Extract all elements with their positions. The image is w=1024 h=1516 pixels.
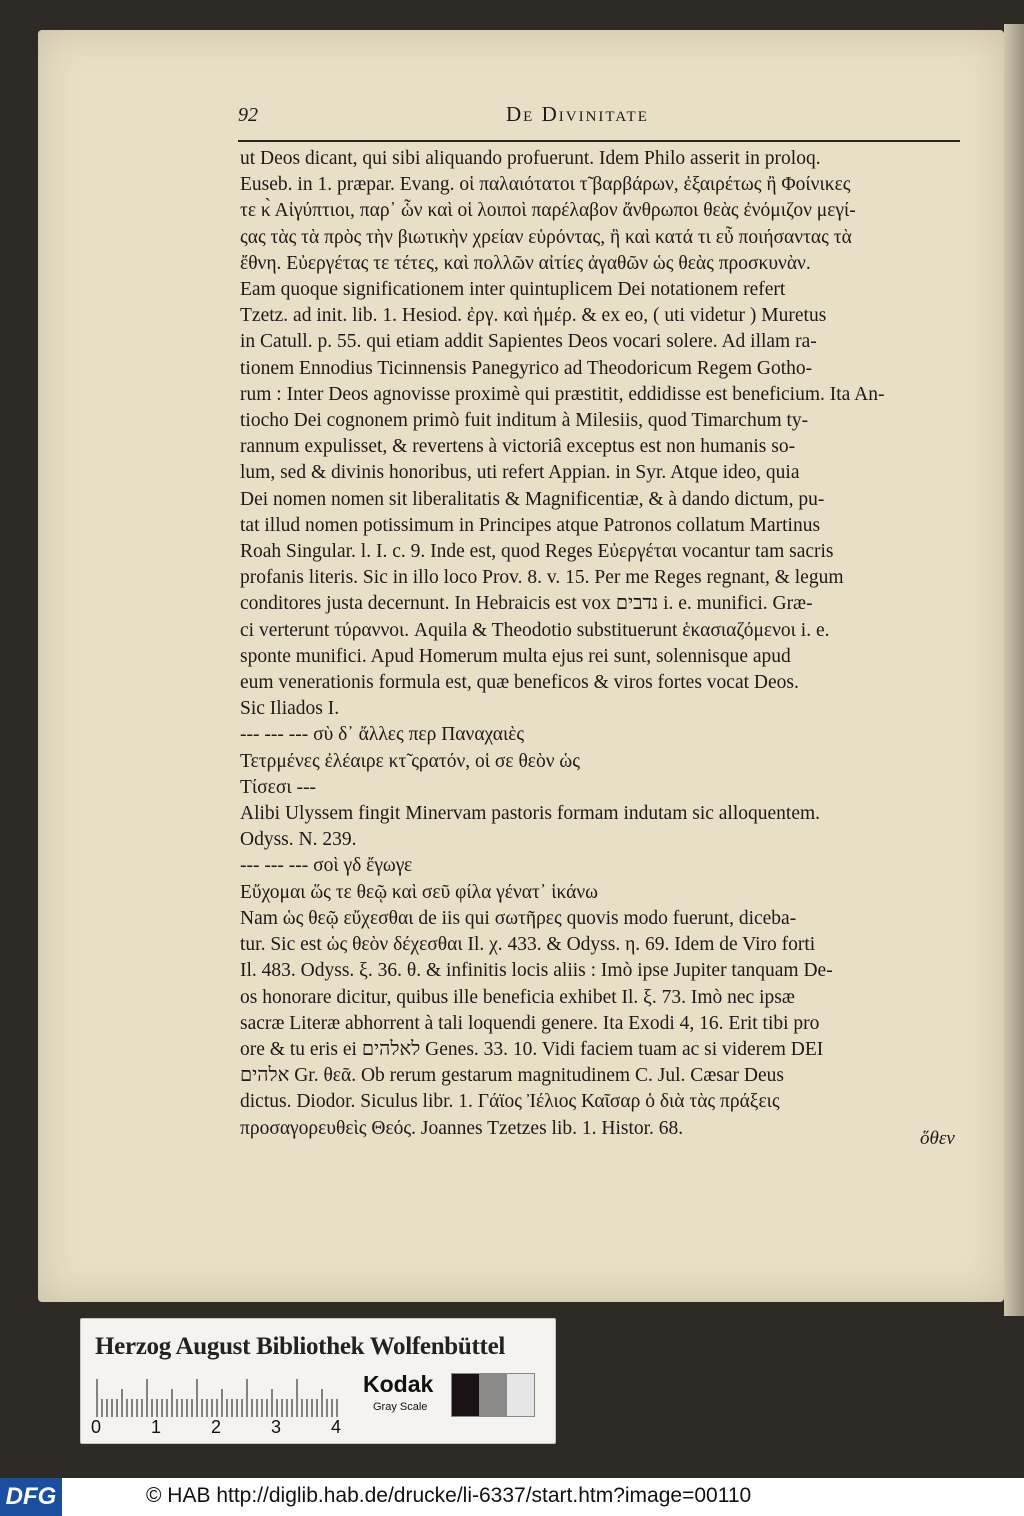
text-line: Dei nomen nomen sit liberalitatis & Magnificentiæ, & à dando dictum, pu- [240, 488, 825, 510]
page-number: 92 [238, 104, 258, 126]
text-line: ἔθνη. Εὐεργέτας τε τέτες, καὶ πολλῶν αἰτίες ἀγαθῶν ὡς θεὰς προσκυνὰν. [240, 252, 811, 274]
text-line: sponte munifici. Apud Homerum multa ejus rei sunt, solennisque apud [240, 645, 791, 667]
ruler-number: 0 [91, 1417, 102, 1437]
text-line: dictus. Diodor. Siculus libr. 1. Γάϊος Ἰέλιος Καῖσαρ ὁ διὰ τὰς πράξεις [240, 1091, 780, 1113]
text-line: os honorare dicitur, quibus ille beneficia exhibet Il. ξ. 73. Imò nec ipsæ [240, 986, 795, 1008]
text-line: conditores justa decernunt. In Hebraicis est vox נדבים i. e. munifici. Græ- [240, 593, 813, 615]
text-line: --- --- --- σοὶ γδ ἔγωγε [240, 855, 413, 877]
swatch-black [452, 1374, 479, 1416]
grayscale-swatches [451, 1373, 535, 1417]
text-line: Roah Singular. l. I. c. 9. Inde est, quod Reges Εὐεργέται vocantur tam sacris [240, 541, 834, 563]
page-edge [1004, 24, 1024, 1316]
text-line: τε κ̀ Αἰγύπτιοι, παρ᾽ ὧν καὶ οἱ λοιποὶ παρέλαβον ἄνθρωποι θεὰς ἐνόμιζον μεγί- [240, 200, 856, 222]
verse-quote-odyssey [240, 853, 962, 905]
text-line: profanis literis. Sic in illo loco Prov. 8. v. 15. Per me Reges regnant, & legum [240, 567, 844, 589]
grayscale-label: Gray Scale [373, 1401, 428, 1413]
footer-bar [0, 1478, 1024, 1516]
verse-quote-iliad [240, 722, 962, 801]
text-line: ςας τὰς τὰ πρὸς τὴν βιωτικὴν χρείαν εὑρόντας, ἢ καὶ κατά τι εὖ ποιήσαντας τὰ [240, 226, 852, 248]
ruler-number: 4 [331, 1417, 342, 1437]
text-line: rum : Inter Deos agnovisse proximè qui præstitit, eddidisse est beneficium. Ita An- [240, 383, 885, 405]
text-line: tionem Ennodius Ticinnensis Panegyrico ad Theodoricum Regem Gotho- [240, 357, 813, 379]
swatch-white [507, 1374, 534, 1416]
text-line: ut Deos dicant, qui sibi aliquando profuerunt. Idem Philo asserit in proloq. [240, 148, 821, 169]
text-line: Il. 483. Odyss. ξ. 36. θ. & infinitis locis aliis : Imò ipse Jupiter tanquam De- [240, 960, 833, 982]
body-text [240, 146, 962, 1142]
ruler-number: 1 [151, 1417, 162, 1437]
text-line: tat illud nomen potissimum in Principes atque Patronos collatum Martinus [240, 514, 821, 536]
text-line: אלהים Gr. θεᾶ. Ob rerum gestarum magnitudinem C. Jul. Cæsar Deus [240, 1065, 784, 1087]
catchword: ὅθεν [920, 1128, 955, 1149]
ruler-number: 3 [271, 1417, 282, 1437]
paragraph-odyssey-intro [240, 801, 962, 853]
text-line: Euseb. in 1. præpar. Evang. οἱ παλαιότατοι τ̃ βαρβάρων, ἐξαιρέτως ἢ Φοίνικες [240, 174, 851, 196]
text-line: Odyss. N. 239. [240, 829, 357, 851]
text-line: tiocho Dei cognonem primò fuit inditum à Milesiis, quod Timarchum ty- [240, 410, 809, 432]
library-label-card [80, 1318, 556, 1444]
text-line: sacræ Literæ abhorrent à tali loquendi genere. Ita Exodi 4, 16. Erit tibi pro [240, 1012, 820, 1034]
text-line: Εὔχομαι ὥς τε θεῷ καὶ σεῦ φίλα γένατ᾽ ἱκάνω [240, 881, 598, 903]
dfg-logo: DFG [0, 1478, 62, 1516]
text-line: in Catull. p. 55. qui etiam addit Sapientes Deos vocari solere. Ad illam ra- [240, 331, 817, 353]
text-line: Τετρμένες ἐλέαιρε κτ̃ ςρατόν, οἱ σε θεὸν ὡς [240, 750, 580, 772]
paragraph-continuation [240, 906, 962, 1142]
text-line: προσαγορευθεὶς Θεός. Joannes Tzetzes lib. 1. Histor. 68. [240, 1117, 684, 1139]
text-line: Nam ὡς θεῷ εὔχεσθαι de iis qui σωτῆρες quovis modo fuerunt, diceba- [240, 907, 797, 929]
text-line: Eam quoque significationem inter quintuplicem Dei notationem refert [240, 279, 786, 301]
text-line: Τίσεσι --- [240, 776, 316, 798]
library-label-title: Herzog August Bibliothek Wolfenbüttel [95, 1333, 506, 1360]
text-line: ore & tu eris ei לאלהים Genes. 33. 10. Vidi faciem tuam ac si viderem DEI [240, 1038, 824, 1060]
text-line: Tzetz. ad init. lib. 1. Hesiod. ἐργ. καὶ ἡμέρ. & ex eo, ( uti videtur ) Muretus [240, 305, 827, 327]
paragraph-main [240, 146, 962, 722]
text-line: lum, sed & divinis honoribus, uti refert Appian. in Syr. Atque ideo, quia [240, 462, 800, 484]
text-line: Alibi Ulyssem fingit Minervam pastoris formam indutam sic alloquentem. [240, 803, 821, 825]
text-line: Sic Iliados I. [240, 698, 340, 720]
text-line: eum venerationis formula est, quæ beneficos & viros fortes vocat Deos. [240, 672, 799, 694]
text-line: tur. Sic est ὡς θεὸν δέχεσθαι Il. χ. 433. & Odyss. η. 69. Idem de Viro forti [240, 934, 816, 956]
ruler-number: 2 [211, 1417, 222, 1437]
swatch-gray [479, 1374, 506, 1416]
text-line: ci verterunt τύραννοι. Aquila & Theodotio substituerunt ἑκασιαζόμενοι i. e. [240, 619, 830, 641]
page-header [238, 100, 960, 142]
kodak-logo: Kodak [363, 1371, 434, 1397]
running-head: De Divinitate [506, 102, 649, 126]
footer-copyright: © HAB http://diglib.hab.de/drucke/li-6337/start.htm?image=00110 [146, 1484, 752, 1507]
text-line: rannum expulisset, & revertens à victoriâ exceptus est non humanis so- [240, 436, 796, 458]
ruler-scale [95, 1377, 345, 1417]
text-line: --- --- --- σὺ δ᾽ ἄλλες περ Παναχαιὲς [240, 724, 525, 746]
